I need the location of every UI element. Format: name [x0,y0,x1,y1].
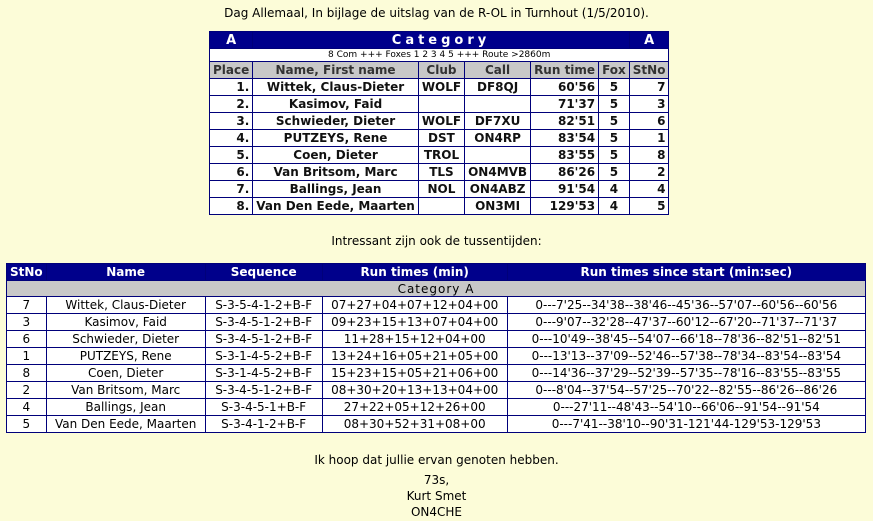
run-time-cell: 129'53 [531,198,599,215]
split-cumulative-cell: 0---13'13--37'09--52'46--57'38--78'34--83'54--83'54 [507,348,865,365]
splits-intro-text: Intressant zijn ook de tussentijden: [331,234,542,248]
split-name-cell: Coen, Dieter [46,365,205,382]
club-cell: WOLF [418,113,464,130]
place-cell: 6. [210,164,253,181]
club-cell: WOLF [418,79,464,96]
split-row [7,416,866,433]
place-cell: 7. [210,181,253,198]
run-time-cell: 83'54 [531,130,599,147]
name-cell: Van Britsom, Marc [253,164,419,181]
split-cumulative-cell: 0---27'11--48'43--54'10--66'06--91'54--91'54 [507,399,865,416]
course-subtitle: 8 Com +++ Foxes 1 2 3 4 5 +++ Route >2860m [210,49,669,62]
category-title: Category [253,32,630,49]
intro-text: Dag Allemaal, In bijlage de uitslag van de R-OL in Turnhout (1/5/2010). [224,6,649,20]
splits-header-name: Name [46,264,205,281]
splits-header-run-times: Run times (min) [322,264,507,281]
split-cumulative-cell: 0---10'49--38'45--54'07--66'18--78'36--82'51--82'51 [507,331,865,348]
fox-cell: 5 [599,147,630,164]
club-cell [418,198,464,215]
fox-cell: 5 [599,79,630,96]
fox-cell: 5 [599,96,630,113]
place-cell: 2. [210,96,253,113]
split-stno-cell: 5 [7,416,47,433]
call-cell: ON3MI [465,198,531,215]
run-time-cell: 83'55 [531,147,599,164]
split-stno-cell: 6 [7,331,47,348]
split-run-times-cell: 08+30+52+31+08+00 [322,416,507,433]
split-row [7,399,866,416]
club-cell: TROL [418,147,464,164]
club-cell: DST [418,130,464,147]
column-header-run-time: Run time [531,62,599,79]
column-header-club: Club [418,62,464,79]
split-sequence-cell: S-3-1-4-5-2+B-F [205,348,322,365]
name-cell: PUTZEYS, Rene [253,130,419,147]
call-cell: ON4RP [465,130,531,147]
column-header-name: Name, First name [253,62,419,79]
call-cell [465,96,531,113]
result-row [210,130,669,147]
fox-cell: 5 [599,113,630,130]
name-cell: Schwieder, Dieter [253,113,419,130]
column-header-call: Call [465,62,531,79]
split-name-cell: Kasimov, Faid [46,314,205,331]
split-run-times-cell: 13+24+16+05+21+05+00 [322,348,507,365]
fox-cell: 4 [599,181,630,198]
split-sequence-cell: S-3-4-1-2+B-F [205,416,322,433]
call-cell [465,147,531,164]
run-time-cell: 60'56 [531,79,599,96]
stno-cell: 8 [629,147,669,164]
run-time-cell: 91'54 [531,181,599,198]
split-cumulative-cell: 0---14'36--37'29--52'39--57'35--78'16--83'55--83'55 [507,365,865,382]
result-row [210,79,669,96]
split-sequence-cell: S-3-1-4-5-2+B-F [205,365,322,382]
result-row [210,96,669,113]
place-cell: 4. [210,130,253,147]
fox-cell: 5 [599,164,630,181]
category-corner-right: A [629,32,669,49]
split-stno-cell: 7 [7,297,47,314]
split-sequence-cell: S-3-4-5-1-2+B-F [205,331,322,348]
fox-cell: 4 [599,198,630,215]
run-time-cell: 71'37 [531,96,599,113]
club-cell [418,96,464,113]
split-row [7,382,866,399]
split-stno-cell: 4 [7,399,47,416]
split-stno-cell: 3 [7,314,47,331]
split-name-cell: Wittek, Claus-Dieter [46,297,205,314]
split-sequence-cell: S-3-5-4-1-2+B-F [205,297,322,314]
fox-cell: 5 [599,130,630,147]
splits-header-sequence: Sequence [205,264,322,281]
call-cell: DF7XU [465,113,531,130]
split-sequence-cell: S-3-4-5-1+B-F [205,399,322,416]
result-row [210,198,669,215]
result-row [210,147,669,164]
split-cumulative-cell: 0---8'04--37'54--57'25--70'22--82'55--86'26--86'26 [507,382,865,399]
stno-cell: 7 [629,79,669,96]
split-run-times-cell: 15+23+15+05+21+06+00 [322,365,507,382]
split-run-times-cell: 11+28+15+12+04+00 [322,331,507,348]
split-cumulative-cell: 0---7'25--34'38--38'46--45'36--57'07--60'56--60'56 [507,297,865,314]
stno-cell: 1 [629,130,669,147]
name-cell: Kasimov, Faid [253,96,419,113]
column-header-fox: Fox [599,62,630,79]
column-header-stno: StNo [629,62,669,79]
split-stno-cell: 2 [7,382,47,399]
run-time-cell: 82'51 [531,113,599,130]
splits-table [6,263,866,433]
result-row [210,181,669,198]
split-cumulative-cell: 0---7'41--38'10--90'31-121'44-129'53-129'53 [507,416,865,433]
column-header-place: Place [210,62,253,79]
split-run-times-cell: 09+23+15+13+07+04+00 [322,314,507,331]
stno-cell: 4 [629,181,669,198]
call-cell: ON4MVB [465,164,531,181]
split-row [7,365,866,382]
call-cell: ON4ABZ [465,181,531,198]
signature-callsign: ON4CHE [410,505,463,519]
result-row [210,113,669,130]
name-cell: Ballings, Jean [253,181,419,198]
split-row [7,297,866,314]
split-sequence-cell: S-3-4-5-1-2+B-F [205,314,322,331]
run-time-cell: 86'26 [531,164,599,181]
place-cell: 3. [210,113,253,130]
split-name-cell: Van Britsom, Marc [46,382,205,399]
split-cumulative-cell: 0---9'07--32'28--47'37--60'12--67'20--71'37--71'37 [507,314,865,331]
split-name-cell: Van Den Eede, Maarten [46,416,205,433]
split-stno-cell: 8 [7,365,47,382]
stno-cell: 5 [629,198,669,215]
splits-category-row: Category A [7,281,866,297]
splits-header-cumulative: Run times since start (min:sec) [507,264,865,281]
split-name-cell: Ballings, Jean [46,399,205,416]
name-cell: Van Den Eede, Maarten [253,198,419,215]
name-cell: Coen, Dieter [253,147,419,164]
split-row [7,331,866,348]
split-row [7,314,866,331]
stno-cell: 6 [629,113,669,130]
split-run-times-cell: 08+30+20+13+13+04+00 [322,382,507,399]
place-cell: 5. [210,147,253,164]
closing-text: Ik hoop dat jullie ervan genoten hebben. [314,453,559,467]
split-run-times-cell: 07+27+04+07+12+04+00 [322,297,507,314]
club-cell: TLS [418,164,464,181]
club-cell: NOL [418,181,464,198]
splits-header-stno: StNo [7,264,47,281]
results-table [209,31,669,215]
split-row [7,348,866,365]
split-name-cell: Schwieder, Dieter [46,331,205,348]
signature-name: Kurt Smet [406,489,467,503]
place-cell: 8. [210,198,253,215]
place-cell: 1. [210,79,253,96]
split-name-cell: PUTZEYS, Rene [46,348,205,365]
split-stno-cell: 1 [7,348,47,365]
result-row [210,164,669,181]
signature-greeting: 73s, [423,473,450,487]
split-run-times-cell: 27+22+05+12+26+00 [322,399,507,416]
split-sequence-cell: S-3-4-5-1-2+B-F [205,382,322,399]
name-cell: Wittek, Claus-Dieter [253,79,419,96]
call-cell: DF8QJ [465,79,531,96]
stno-cell: 3 [629,96,669,113]
stno-cell: 2 [629,164,669,181]
category-corner-left: A [210,32,253,49]
